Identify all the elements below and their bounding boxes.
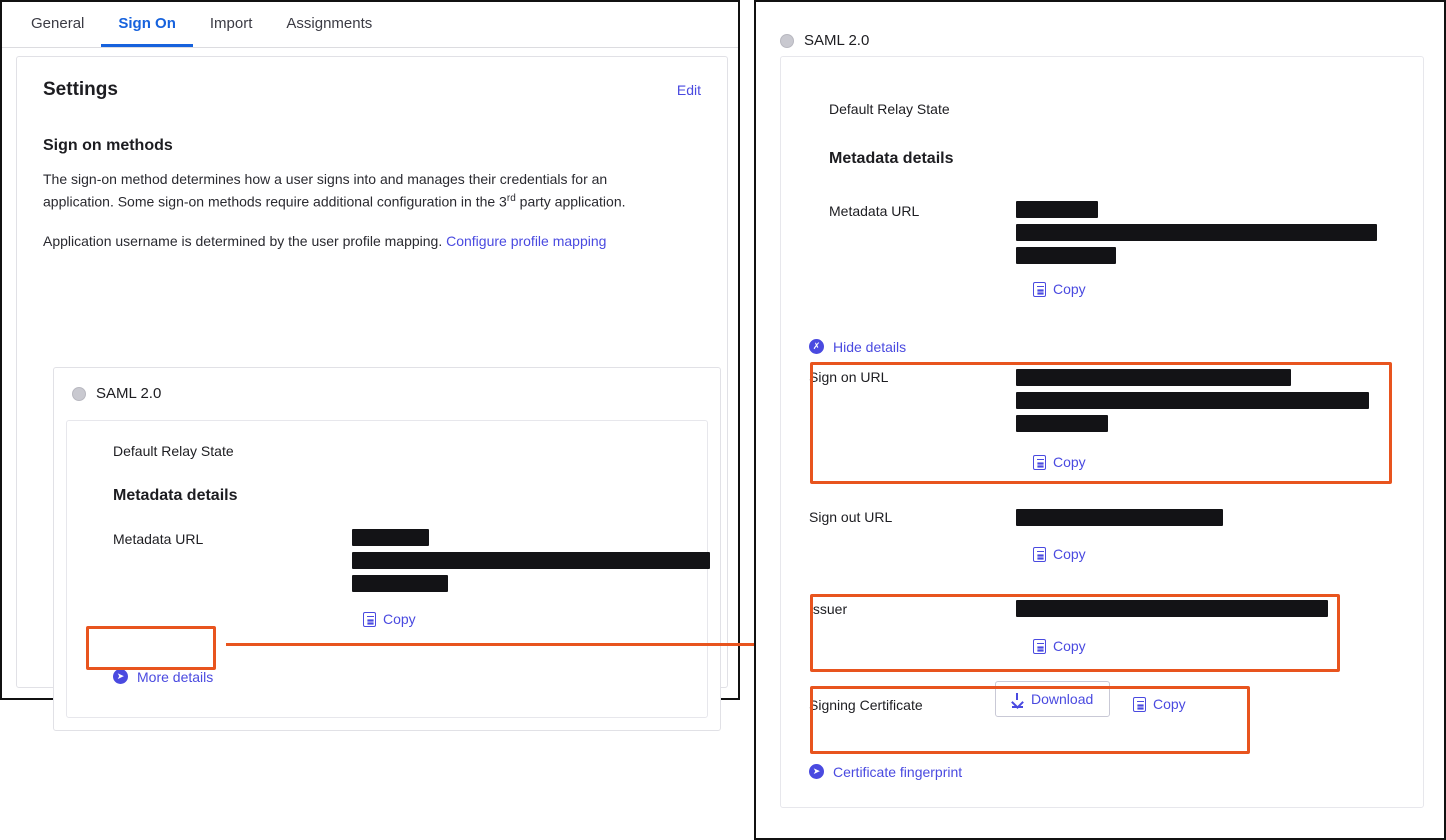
sign-on-url-redacted-line-1 bbox=[1016, 369, 1291, 386]
issuer-copy-button[interactable] bbox=[1033, 638, 1086, 659]
copy-icon bbox=[363, 612, 376, 627]
hide-details-toggle[interactable] bbox=[809, 336, 906, 355]
saml-radio-row-expanded[interactable] bbox=[756, 2, 1444, 49]
sign-out-url-redacted bbox=[1016, 509, 1223, 526]
tab-bar bbox=[2, 2, 738, 48]
metadata-url-copy-label: Copy bbox=[383, 611, 416, 627]
default-relay-state-label-expanded: Default Relay State bbox=[829, 101, 950, 117]
download-icon bbox=[1012, 693, 1023, 706]
sign-on-url-copy-label: Copy bbox=[1053, 454, 1086, 470]
metadata-details-heading: Metadata details bbox=[113, 487, 238, 504]
left-panel bbox=[0, 0, 740, 700]
tab-import[interactable]: Import bbox=[209, 14, 253, 32]
copy-icon bbox=[1033, 639, 1046, 654]
chevron-right-circle-icon: ➤ bbox=[809, 764, 824, 779]
sign-on-url-redacted-line-2 bbox=[1016, 392, 1369, 409]
metadata-url-copy-button-expanded[interactable] bbox=[1033, 281, 1086, 302]
default-relay-state-label: Default Relay State bbox=[113, 443, 234, 459]
metadata-url-copy-label-expanded: Copy bbox=[1053, 281, 1086, 297]
saml-radio-label-expanded: SAML 2.0 bbox=[804, 32, 870, 49]
hide-details-label: Hide details bbox=[833, 338, 907, 355]
sign-on-description-part2: party application. bbox=[515, 193, 626, 210]
issuer-redacted bbox=[1016, 600, 1328, 617]
sign-on-url-label: Sign on URL bbox=[809, 369, 889, 385]
more-details-label: More details bbox=[137, 668, 214, 685]
copy-icon bbox=[1033, 547, 1046, 562]
username-mapping-text bbox=[17, 213, 697, 253]
chevron-down-circle-icon: ✗ bbox=[809, 339, 824, 354]
saml-method-box bbox=[53, 367, 721, 731]
metadata-url-redacted-line-2 bbox=[1016, 224, 1377, 241]
page-title: Settings bbox=[43, 79, 118, 100]
sign-on-methods-heading: Sign on methods bbox=[43, 137, 173, 154]
metadata-url-copy-button[interactable] bbox=[363, 611, 416, 632]
saml-details-box bbox=[66, 420, 708, 718]
metadata-url-redacted-line-1 bbox=[1016, 201, 1098, 218]
download-label: Download bbox=[1031, 691, 1094, 707]
copy-icon bbox=[1133, 697, 1146, 712]
sign-on-url-redacted-line-3 bbox=[1016, 415, 1108, 432]
right-panel bbox=[754, 0, 1446, 840]
configure-profile-mapping-link[interactable]: Configure profile mapping bbox=[446, 233, 607, 250]
signing-certificate-label: Signing Certificate bbox=[809, 697, 923, 713]
chevron-right-circle-icon: ➤ bbox=[113, 669, 128, 684]
settings-card bbox=[16, 56, 728, 688]
metadata-url-label: Metadata URL bbox=[113, 531, 204, 547]
edit-link[interactable]: Edit bbox=[676, 82, 701, 98]
copy-icon bbox=[1033, 282, 1046, 297]
radio-selected-icon[interactable] bbox=[72, 387, 86, 401]
metadata-details-heading-expanded: Metadata details bbox=[829, 150, 954, 167]
signing-certificate-copy-label: Copy bbox=[1153, 696, 1186, 712]
sign-out-url-label: Sign out URL bbox=[809, 509, 893, 525]
saml-details-box-expanded bbox=[780, 56, 1424, 808]
ordinal-suffix: rd bbox=[506, 192, 516, 204]
tab-sign-on[interactable]: Sign On bbox=[101, 2, 193, 47]
copy-icon bbox=[1033, 455, 1046, 470]
issuer-label: Issuer bbox=[809, 601, 848, 617]
radio-selected-icon[interactable] bbox=[780, 34, 794, 48]
saml-radio-label: SAML 2.0 bbox=[96, 385, 162, 402]
sign-out-url-copy-button[interactable] bbox=[1033, 546, 1086, 567]
metadata-url-label-expanded: Metadata URL bbox=[829, 203, 920, 219]
annotation-arrow-line bbox=[226, 643, 782, 646]
download-certificate-button[interactable] bbox=[995, 681, 1110, 717]
sign-out-url-copy-label: Copy bbox=[1053, 546, 1086, 562]
saml-radio-row[interactable] bbox=[54, 368, 720, 402]
sign-on-url-copy-button[interactable] bbox=[1033, 454, 1086, 475]
certificate-fingerprint-toggle[interactable] bbox=[809, 761, 962, 780]
more-details-toggle[interactable] bbox=[113, 666, 213, 685]
metadata-url-row bbox=[67, 505, 707, 547]
username-mapping-label: Application username is determined by the user profile mapping. bbox=[43, 233, 443, 250]
tab-assignments[interactable]: Assignments bbox=[286, 14, 373, 32]
settings-card-header bbox=[17, 57, 727, 107]
metadata-url-value-redacted-line-2 bbox=[352, 552, 710, 569]
signing-certificate-copy-button[interactable] bbox=[1133, 696, 1186, 717]
certificate-fingerprint-label: Certificate fingerprint bbox=[833, 763, 963, 780]
issuer-copy-label: Copy bbox=[1053, 638, 1086, 654]
metadata-url-value-redacted-line-3 bbox=[352, 575, 448, 592]
metadata-url-redacted-line-3 bbox=[1016, 247, 1116, 264]
metadata-url-value-redacted-line-1 bbox=[352, 529, 429, 546]
tab-general[interactable]: General bbox=[31, 14, 85, 32]
sign-on-description bbox=[17, 155, 697, 213]
sign-on-description-part1: The sign-on method determines how a user signs into and manages their credentials for an application. Some sign-on methods require additional configuration in the 3 bbox=[43, 171, 608, 210]
